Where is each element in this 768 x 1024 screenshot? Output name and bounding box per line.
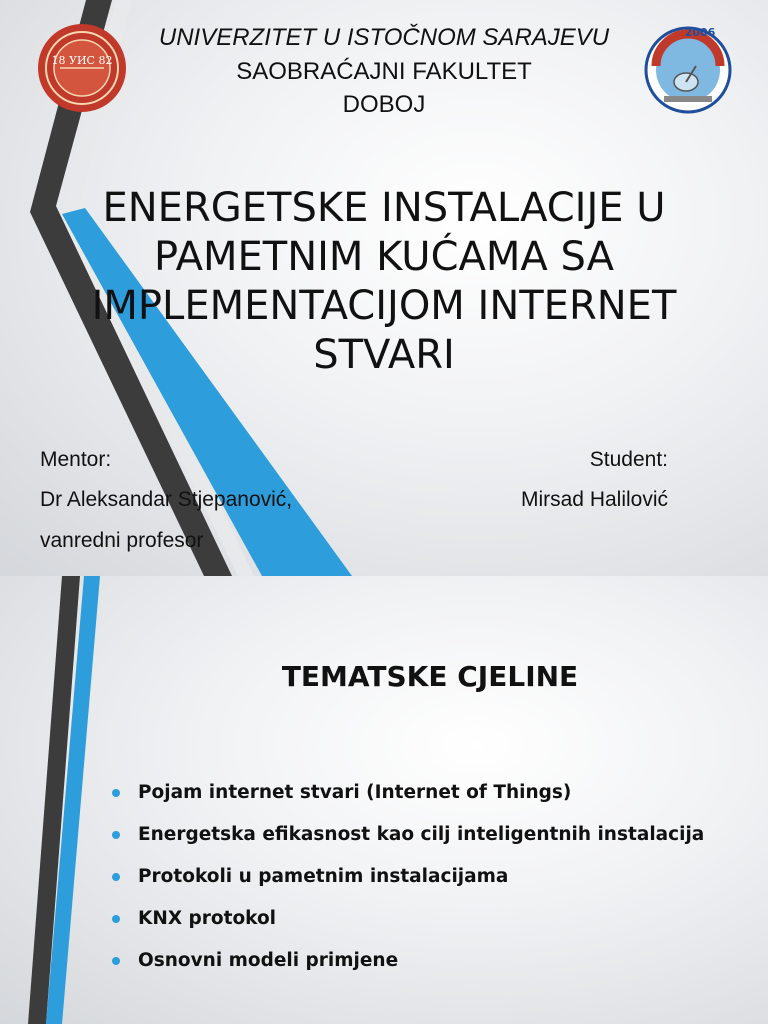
bullet-icon bbox=[112, 831, 120, 839]
topic-text: KNX protokol bbox=[138, 908, 277, 929]
title-line: STVARI bbox=[313, 332, 455, 378]
mentor-name: Dr Aleksandar Stjepanović, bbox=[40, 488, 293, 511]
bullet-icon bbox=[112, 957, 120, 965]
title-line: IMPLEMENTACIJOM INTERNET bbox=[91, 283, 677, 329]
student-name: Mirsad Halilović bbox=[520, 488, 668, 511]
presentation-title bbox=[20, 184, 748, 380]
list-item bbox=[112, 866, 704, 908]
university-name: UNIVERZITET U ISTOČNOM SARAJEVU bbox=[158, 24, 610, 51]
list-item bbox=[112, 824, 704, 866]
city-name: DOBOJ bbox=[342, 91, 426, 118]
mentor-label: Mentor: bbox=[40, 448, 112, 471]
list-item bbox=[112, 908, 704, 950]
student-label: Student: bbox=[589, 448, 668, 471]
list-item bbox=[112, 950, 704, 992]
seal-text: 18 УИС 82 bbox=[51, 54, 113, 67]
topic-text: Osnovni modeli primjene bbox=[138, 950, 399, 971]
faculty-name: SAOBRAĆAJNI FAKULTET bbox=[236, 58, 532, 85]
section-title: TEMATSKE CJELINE bbox=[281, 660, 579, 693]
logo-year: 2006 bbox=[684, 26, 716, 39]
title-line: PAMETNIM KUĆAMA SA bbox=[154, 234, 614, 280]
topic-text: Pojam internet stvari (Internet of Things) bbox=[138, 782, 572, 803]
list-item bbox=[112, 782, 704, 824]
bullet-icon bbox=[112, 789, 120, 797]
mentor-title: vanredni profesor bbox=[40, 529, 204, 552]
bullet-icon bbox=[112, 915, 120, 923]
title-line: ENERGETSKE INSTALACIJE U bbox=[102, 185, 666, 231]
university-seal-logo bbox=[36, 22, 128, 114]
bullet-icon bbox=[112, 873, 120, 881]
topic-text: Energetska efikasnost kao cilj inteligentnih instalacija bbox=[138, 824, 705, 845]
topics-list bbox=[112, 782, 704, 992]
topics-slide bbox=[0, 576, 768, 1024]
faculty-logo bbox=[640, 22, 736, 114]
topic-text: Protokoli u pametnim instalacijama bbox=[138, 866, 509, 887]
